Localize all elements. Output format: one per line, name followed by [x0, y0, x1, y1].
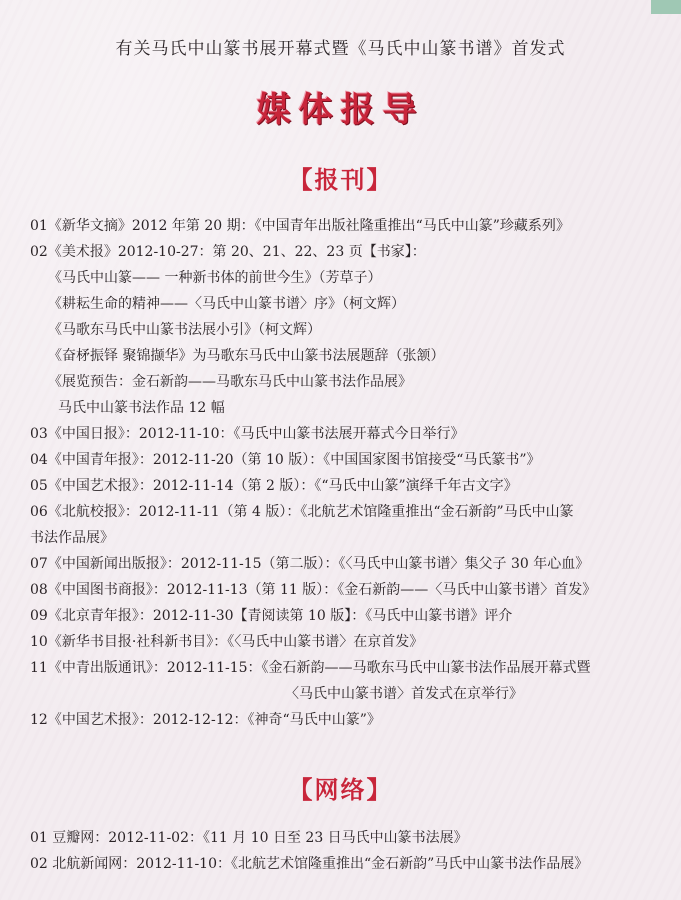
list-item: 〈马氏中山篆书谱〉首发式在京举行》: [285, 686, 523, 702]
list-item: 04《中国青年报》：2012-11-20（第 10 版）：《中国国家图书馆接受“马氏篆书”》: [30, 452, 541, 468]
list-item: 01《新华文摘》2012 年第 20 期：《中国青年出版社隆重推出“马氏中山篆”珍藏系列》: [30, 218, 570, 234]
list-item: 书法作品展》: [30, 530, 114, 546]
page-title: 媒体报导: [256, 90, 425, 130]
list-item: 09《北京青年报》：2012-11-30【青阅读第 10 版】：《马氏中山篆书谱》评介: [30, 608, 513, 624]
newspaper-list: [30, 213, 670, 733]
list-item: 马氏中山篆书法作品 12 幅: [58, 400, 225, 416]
corner-tab: [651, 0, 681, 14]
section-heading-newspapers: 【报刊】: [288, 166, 393, 194]
list-item: 《奋柕振铎 聚锦撷华》为马歌东马氏中山篆书法展题辞（张颔）: [48, 348, 445, 364]
list-item: 《马歌东马氏中山篆书法展小引》（柯文辉）: [48, 322, 321, 338]
list-item: 06《北航校报》：2012-11-11（第 4 版）：《北航艺术馆隆重推出“金石新韵”马氏中山篆: [30, 504, 574, 520]
list-item: 11《中青出版通讯》：2012-11-15：《金石新韵——马歌东马氏中山篆书法作品展开幕式暨: [30, 660, 591, 676]
list-item: 05《中国艺术报》：2012-11-14（第 2 版）：《“马氏中山篆”演绎千年古文字》: [30, 478, 518, 494]
list-item: 01 豆瓣网：2012-11-02：《11 月 10 日至 23 日马氏中山篆书法展》: [30, 830, 468, 846]
list-item: 02 北航新闻网：2012-11-10：《北航艺术馆隆重推出“金石新韵”马氏中山篆书法作品展》: [30, 856, 589, 872]
list-item: 《展览预告：金石新韵——马歌东马氏中山篆书法作品展》: [48, 374, 412, 390]
section-heading-web: 【网络】: [288, 776, 393, 804]
list-item: 03《中国日报》：2012-11-10：《马氏中山篆书法展开幕式今日举行》: [30, 426, 465, 442]
page-subtitle: 有关马氏中山篆书展开幕式暨《马氏中山篆书谱》首发式: [115, 39, 566, 59]
list-item: 07《中国新闻出版报》：2012-11-15（第二版）：《〈马氏中山篆书谱〉集父子 30 年心血》: [30, 556, 590, 572]
list-item: 10《新华书目报·社科新书目》：《〈马氏中山篆书谱〉在京首发》: [30, 634, 424, 650]
list-item: 《耕耘生命的精神——〈马氏中山篆书谱〉序》（柯文辉）: [48, 296, 405, 312]
list-item: 《马氏中山篆—— 一种新书体的前世今生》（芳草子）: [48, 270, 382, 286]
list-item: 12《中国艺术报》：2012-12-12：《神奇“马氏中山篆”》: [30, 712, 381, 728]
web-list: [30, 825, 670, 877]
list-item: 08《中国图书商报》：2012-11-13（第 11 版）：《金石新韵——〈马氏中山篆书谱〉首发》: [30, 582, 597, 598]
list-item: 02《美术报》2012-10-27：第 20、21、22、23 页【书家】：: [30, 244, 426, 260]
